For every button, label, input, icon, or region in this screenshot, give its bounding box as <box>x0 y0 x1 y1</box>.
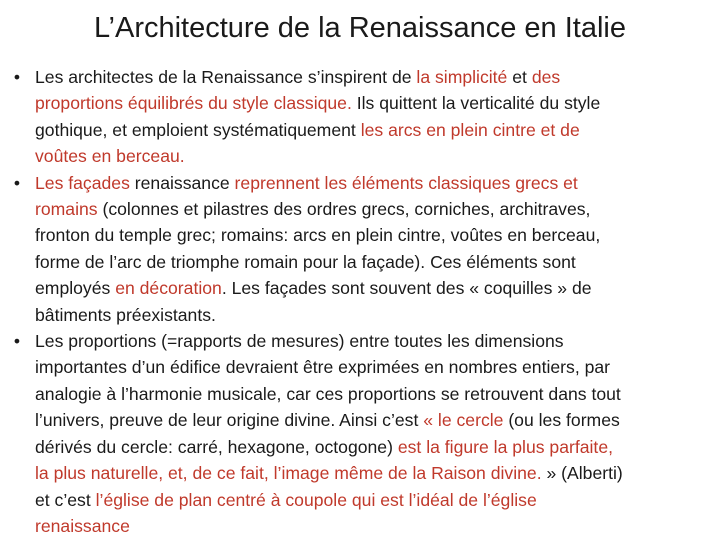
body-text: (Alberti) <box>556 463 623 484</box>
bullet-marker: • <box>13 67 21 87</box>
text-line <box>35 275 714 301</box>
highlighted-text: reprennent les éléments classiques grecs et <box>234 172 578 193</box>
text-line <box>35 487 714 513</box>
body-text: (ou les formes <box>503 410 620 431</box>
highlighted-text: est la figure la plus parfaite, <box>397 436 613 457</box>
bullet-item <box>10 64 714 170</box>
text-line <box>35 434 714 460</box>
highlighted-text: la simplicité <box>416 67 508 87</box>
body-text: dérivés du cercle: carré, hexagone, octogone) <box>35 436 398 457</box>
highlighted-text: l’église de plan centré à coupole qui est l’idéal de l’église <box>95 489 537 510</box>
text-line <box>35 460 714 486</box>
body-text: Les architectes de la Renaissance s’inspirent de <box>35 67 417 87</box>
text-line <box>35 513 714 539</box>
body-text: Les proportions (=rapports de mesures) entre toutes les dimensions <box>35 331 564 352</box>
highlighted-text: la plus naturelle, et, de ce fait, l’image même de la Raison divine. <box>35 463 542 484</box>
bullet-item <box>10 170 714 328</box>
bullet-list <box>10 64 714 539</box>
body-text: et <box>507 67 532 87</box>
slide-title: L’Architecture de la Renaissance en Italie <box>94 12 626 44</box>
text-line <box>35 64 714 90</box>
highlighted-text: en décoration <box>115 278 222 299</box>
text-line <box>35 302 714 328</box>
body-text: gothique, et emploient systématiquement <box>35 119 361 140</box>
body-text: Ils quittent la verticalité du style <box>351 93 601 114</box>
body-text: fronton du temple grec; romains: arcs en plein cintre, voûtes en berceau, <box>35 225 601 246</box>
highlighted-text: romains <box>35 199 98 220</box>
text-line <box>35 117 714 143</box>
body-text: l’univers, preuve de leur origine divine. Ainsi c’est <box>35 410 424 431</box>
body-text: analogie à l’harmonie musicale, car ces proportions se retrouvent dans tout <box>35 383 621 404</box>
highlighted-text: les arcs en plein cintre et de <box>360 119 580 140</box>
body-text: (colonnes et pilastres des ordres grecs, corniches, architraves, <box>97 199 591 220</box>
body-text: » <box>541 463 557 484</box>
body-text: et c’est <box>35 489 96 510</box>
bullet-marker: • <box>13 331 21 352</box>
highlighted-text: Les façades <box>35 172 130 193</box>
text-line <box>35 381 714 407</box>
text-line <box>35 354 714 380</box>
highlighted-text: « le cercle <box>423 410 504 431</box>
highlighted-text: proportions équilibrés du style classique. <box>35 93 352 114</box>
text-line <box>35 407 714 433</box>
bullet-marker: • <box>13 172 21 193</box>
body-text: importantes d’un édifice devraient être exprimées en nombres entiers, par <box>35 357 611 378</box>
text-line <box>35 328 714 354</box>
highlighted-text: voûtes en berceau. <box>35 146 185 167</box>
body-text: renaissance <box>129 172 235 193</box>
body-text: forme de l’arc de triomphe romain pour la façade). Ces éléments sont <box>35 251 576 272</box>
body-text: bâtiments préexistants. <box>35 304 216 325</box>
text-line <box>35 170 714 196</box>
text-line <box>35 196 714 222</box>
text-line <box>35 90 714 116</box>
highlighted-text: des <box>531 67 561 87</box>
body-text: employés <box>35 278 116 299</box>
bullet-item <box>10 328 714 539</box>
body-text: . Les façades sont souvent des « coquilles » de <box>221 278 592 299</box>
highlighted-text: renaissance <box>35 515 130 536</box>
text-line <box>35 222 714 248</box>
text-line <box>35 143 714 169</box>
text-line <box>35 249 714 275</box>
